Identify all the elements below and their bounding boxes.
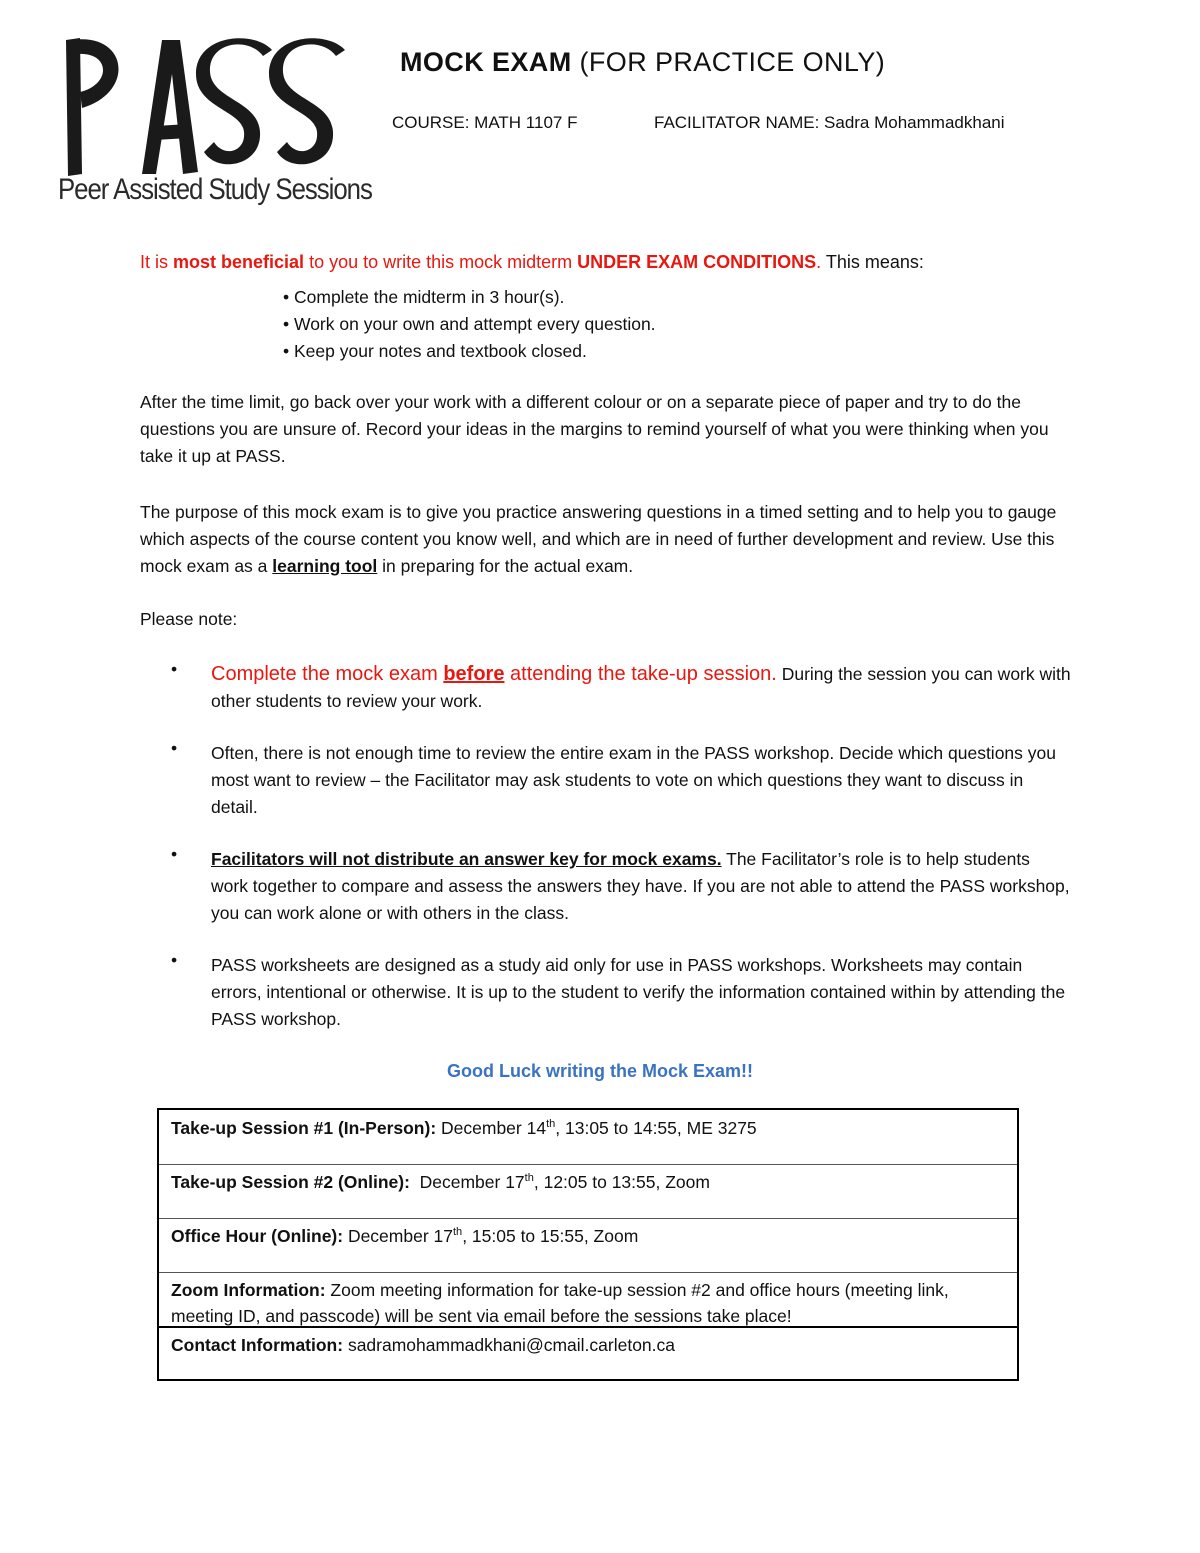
- intro-part1: It is: [140, 252, 174, 272]
- row-value: Zoom meeting information for take-up session #2 and office hours (meeting link, meeting ID, and passcode) will be sent via email before the sessions take place!: [171, 1280, 949, 1326]
- contact-email: sadramohammadkhani@cmail.carleton.ca: [343, 1335, 676, 1355]
- intro-part2: most beneficial: [173, 252, 305, 272]
- bullet-icon: •: [171, 659, 178, 679]
- table-row: [159, 1110, 1017, 1165]
- table-row: [159, 1273, 1017, 1328]
- row-sup: th: [453, 1226, 463, 1239]
- course-code: COURSE: MATH 1107 F: [392, 113, 578, 132]
- row-label: Take-up Session #2 (Online):: [171, 1172, 410, 1192]
- row-value: , 12:05 to 13:55, Zoom: [533, 1172, 710, 1192]
- bullet1-before: before: [443, 663, 505, 685]
- pass-logo: [58, 34, 348, 184]
- logo-tagline: Peer Assisted Study Sessions: [58, 173, 372, 206]
- bullet1-rest: During the session you can work with other students to review your work.: [211, 664, 1071, 711]
- intro-part5: .: [816, 252, 826, 272]
- row-value: December 17: [343, 1226, 453, 1246]
- bullet-icon: •: [171, 950, 178, 970]
- note-bullet-3: [211, 846, 1071, 927]
- learning-tool-emphasis: learning tool: [272, 556, 378, 576]
- note-bullet-4: PASS worksheets are designed as a study aid only for use in PASS workshops. Worksheets may contain errors, intentional or otherwise. It is up to the student to verify the information contained within by attending the PASS workshop.: [211, 955, 1066, 1029]
- good-luck-message: Good Luck writing the Mock Exam!!: [446, 1061, 754, 1081]
- document-title: [400, 47, 885, 78]
- pass-logo-wordmark: [58, 34, 348, 184]
- title-rest: (FOR PRACTICE ONLY): [571, 47, 886, 77]
- intro-part4: UNDER EXAM CONDITIONS: [577, 252, 817, 272]
- list-item: • Work on your own and attempt every question.: [283, 311, 656, 338]
- row-value: December 14: [436, 1118, 547, 1138]
- table-row: [159, 1219, 1017, 1273]
- purpose-text-end: in preparing for the actual exam.: [377, 556, 634, 576]
- row-label: Take-up Session #1 (In-Person):: [171, 1118, 437, 1138]
- row-sup: th: [546, 1118, 556, 1131]
- title-bold: MOCK EXAM: [400, 47, 572, 77]
- table-row: [159, 1328, 1017, 1379]
- list-item: • Complete the midterm in 3 hour(s).: [283, 284, 656, 311]
- row-sup: th: [524, 1172, 534, 1185]
- row-value: , 15:05 to 15:55, Zoom: [462, 1226, 639, 1246]
- note-bullet-1: [211, 661, 1071, 715]
- facilitator-name: FACILITATOR NAME: Sadra Mohammadkhani: [654, 113, 1005, 132]
- purpose-text: The purpose of this mock exam is to give you practice answering questions in a timed setting and to help you to gauge which aspects of the course content you know well, and which are in need of further development and review. Use this mock exam as a: [140, 502, 1057, 576]
- bullet1-red2: attending the take-up session.: [504, 663, 777, 685]
- list-item: • Keep your notes and textbook closed.: [283, 338, 656, 365]
- bullet-icon: •: [171, 738, 178, 758]
- paragraph-purpose: [140, 499, 1070, 580]
- session-info-table: [157, 1108, 1019, 1381]
- bullet1-red: Complete the mock exam: [211, 663, 444, 685]
- please-note-heading: Please note:: [140, 609, 238, 629]
- intro-part3: to you to write this mock midterm: [304, 252, 578, 272]
- row-label: Zoom Information:: [171, 1280, 326, 1300]
- bullet-icon: •: [171, 844, 178, 864]
- intro-sentence: [140, 252, 924, 273]
- bullet3-rest: The Facilitator’s role is to help students work together to compare and assess the answers they have. If you are not able to attend the PASS workshop, you can work alone or with others in the class.: [211, 849, 1070, 923]
- row-value: , 13:05 to 14:55, ME 3275: [555, 1118, 757, 1138]
- bullet3-underlined: Facilitators will not distribute an answer key for mock exams.: [211, 849, 722, 869]
- paragraph-after-time-limit: After the time limit, go back over your work with a different colour or on a separate piece of paper and try to do the questions you are unsure of. Record your ideas in the margins to remind yourself of what you were thinking when you take it up at PASS.: [140, 392, 1049, 466]
- row-value: December 17: [409, 1172, 525, 1192]
- note-bullet-2: Often, there is not enough time to review the entire exam in the PASS workshop. Decide which questions you most want to review – the Facilitator may ask students to vote on which questions they want to discuss in detail.: [211, 743, 1056, 817]
- row-label: Office Hour (Online):: [171, 1226, 344, 1246]
- course-line: [392, 113, 1005, 133]
- intro-part6: This means:: [825, 252, 924, 272]
- table-row: [159, 1165, 1017, 1219]
- conditions-list: [283, 284, 656, 365]
- row-label: Contact Information:: [171, 1335, 344, 1355]
